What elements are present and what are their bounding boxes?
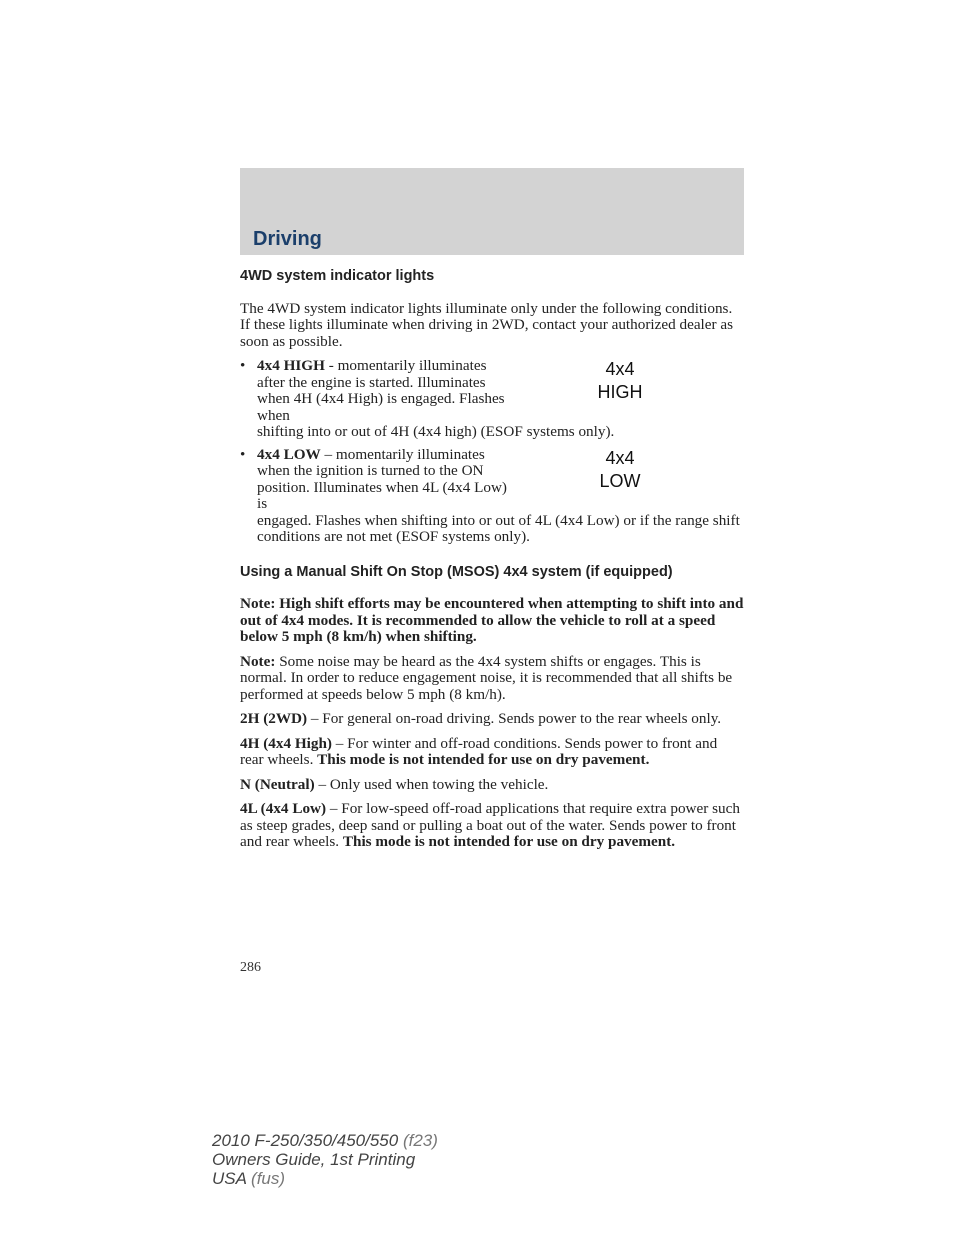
bullet-4x4-high (240, 358, 744, 441)
publication-info (212, 1131, 438, 1188)
4x4-low-indicator-icon (580, 447, 660, 493)
mode-text: – For winter and off-road conditions. Sends power to front and rear wheels. (240, 734, 718, 768)
mode-4h (240, 736, 744, 769)
note-label: Note: (240, 652, 276, 670)
mode-4l (240, 801, 744, 851)
mode-warning: This mode is not intended for use on dry pavement. (342, 833, 676, 850)
indicator-heading: 4WD system indicator lights (240, 268, 435, 284)
separator: – (320, 445, 336, 463)
mode-warning: This mode is not intended for use on dry pavement. (317, 751, 650, 768)
term-4x4-high: 4x4 HIGH (257, 357, 325, 374)
lamp-line1: 4x4 (605, 359, 635, 379)
indicator-intro: The 4WD system indicator lights illuminate only under the following conditions. If these lights illuminate when driving in 2WD, contact your authorized dealer as soon as possible. (240, 299, 734, 350)
mode-term: 2H (2WD) (240, 710, 308, 727)
lamp-line1: 4x4 (605, 447, 635, 468)
model-code: (f23) (398, 1131, 438, 1150)
guide-edition: Owners Guide, 1st Printing (212, 1150, 416, 1169)
section-title: Driving (253, 228, 322, 250)
lamp-line2: HIGH (597, 382, 643, 402)
desc-4x4-low-a: momentarily illuminates when the ignition is turned to the ON position. Illuminates when 4L (4x4 Low) is (257, 445, 507, 512)
term-4x4-low: 4x4 LOW (257, 445, 321, 463)
mode-2h (240, 711, 744, 728)
mode-term: 4L (4x4 Low) (240, 800, 327, 817)
desc-4x4-high-b: shifting into or out of 4H (4x4 high) (ESOF systems only). (257, 423, 615, 440)
bullet-dot: • (240, 357, 246, 374)
bullet-dot: • (240, 445, 246, 463)
desc-4x4-low-b: engaged. Flashes when shifting into or out of 4L (4x4 Low) or if the range shift conditions are not met (ESOF systems only). (257, 511, 740, 545)
msos-heading: Using a Manual Shift On Stop (MSOS) 4x4 system (if equipped) (240, 563, 673, 580)
msos-note (240, 654, 744, 704)
lamp-line2: LOW (599, 470, 641, 491)
msos-note-bold (240, 596, 744, 646)
region-code: (fus) (246, 1169, 286, 1188)
page-content (240, 268, 744, 859)
mode-term: 4H (4x4 High) (240, 734, 332, 752)
mode-text: – For low-speed off-road applications that require extra power such as steep grades, deep sand or pulling a boat out of the water. Sends power to front and rear wheels. (240, 800, 740, 850)
bullet-4x4-low (240, 447, 744, 546)
region: USA (212, 1169, 247, 1188)
mode-neutral (240, 777, 744, 794)
note-bold-text: Note: High shift efforts may be encountered when attempting to shift into and out of 4x4 modes. It is recommended to allow the vehicle to roll at a speed below 5 mph (8 km/h) when shifting. (240, 595, 744, 645)
4x4-high-indicator-icon (580, 358, 660, 404)
model-name: 2010 F-250/350/450/550 (212, 1131, 399, 1150)
separator: - (324, 357, 338, 374)
mode-text: – For general on-road driving. Sends power to the rear wheels only. (307, 710, 722, 727)
mode-text: – Only used when towing the vehicle. (314, 775, 549, 793)
desc-4x4-high-a: momentarily illuminates after the engine is started. Illuminates when 4H (4x4 High) is engaged. Flashes when (257, 357, 505, 424)
section-header-band (240, 168, 744, 255)
page-number: 286 (240, 960, 261, 975)
note-text: Some noise may be heard as the 4x4 system shifts or engages. This is normal. In order to reduce engagement noise, it is recommended that all shifts be performed at speeds below 5 mph (8 km/h). (240, 652, 733, 703)
mode-term: N (Neutral) (240, 775, 315, 793)
